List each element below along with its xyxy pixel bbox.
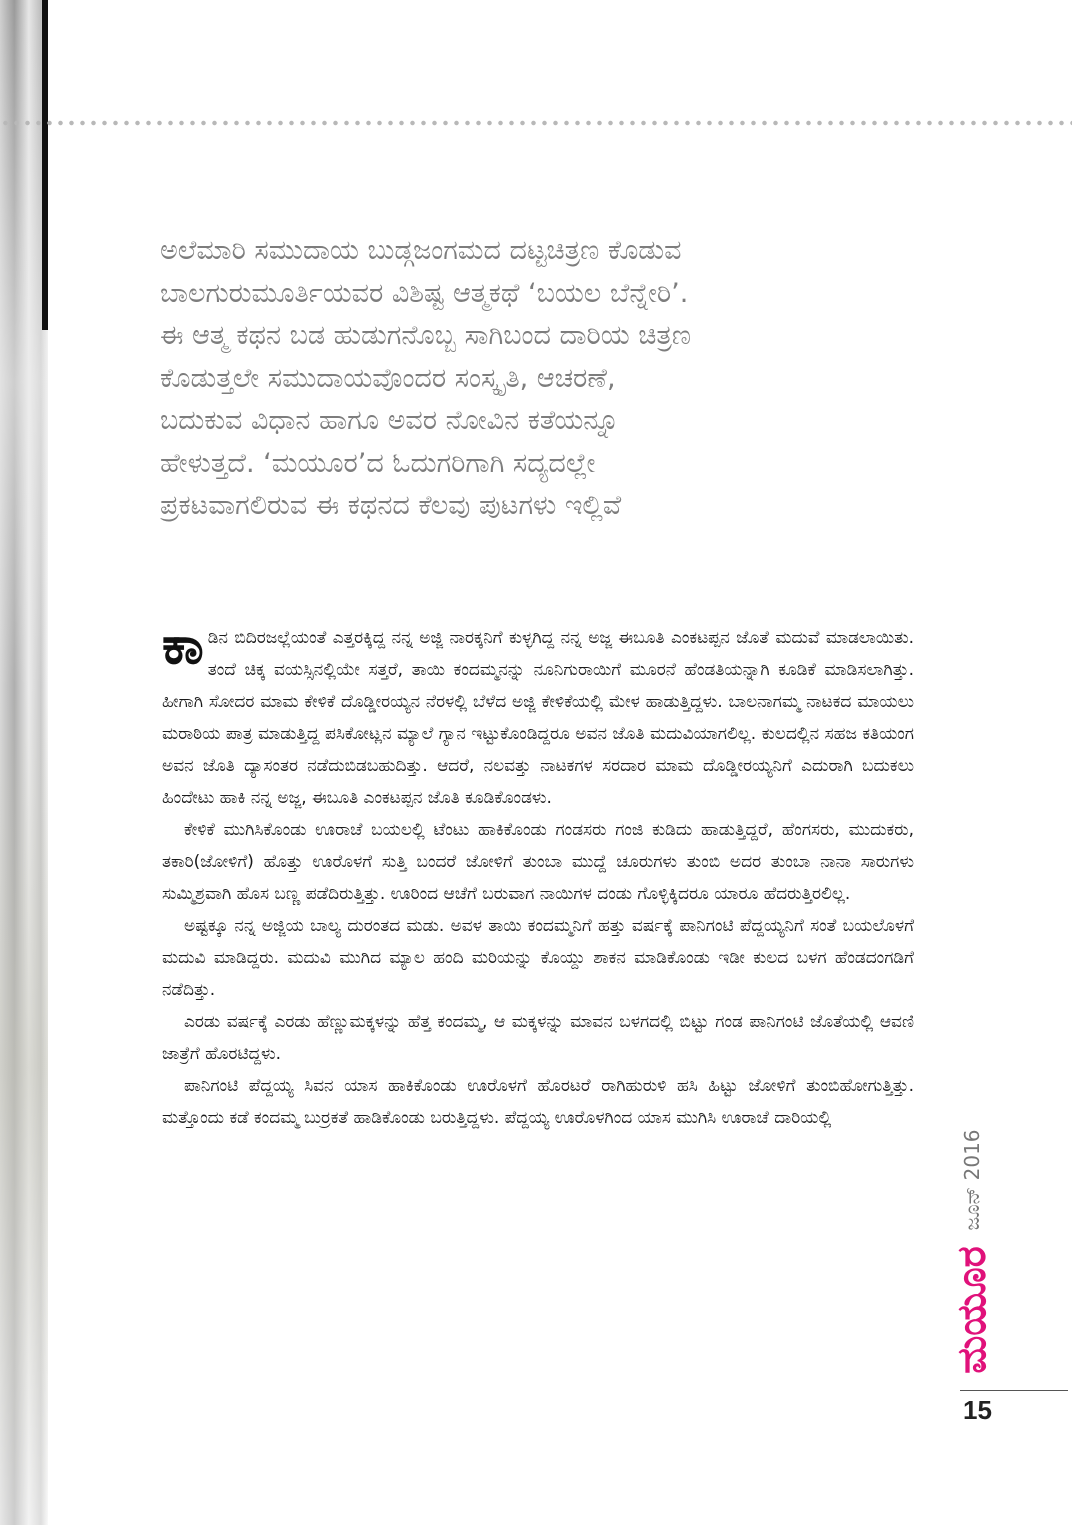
issue-date	[952, 1120, 992, 1240]
page-number: 15	[963, 1395, 992, 1425]
intro-line: ಬದುಕುವ ವಿಧಾನ ಹಾಗೂ ಅವರ ನೋವಿನ ಕತೆಯನ್ನೂ	[160, 405, 620, 436]
intro-line: ಈ ಆತ್ಮ ಕಥನ ಬಡ ಹುಡುಗನೊಬ್ಬ ಸಾಗಿಬಂದ ದಾರಿಯ ಚಿತ್ರಣ	[160, 320, 691, 351]
paragraph: ಎರಡು ವರ್ಷಕ್ಕೆ ಎರಡು ಹೆಣ್ಣುಮಕ್ಕಳನ್ನು ಹೆತ್ತ ಕಂದಮ್ಮ, ಆ ಮಕ್ಕಳನ್ನು ಮಾವನ ಬಳಗದಲ್ಲಿ ಬಿಟ್ಟು ಗಂಡ ಪಾನಿಗಂಟಿ ಜೊತೆಯಲ್ಲಿ ಆವಣಿ ಜಾತ್ರೆಗೆ ಹೊರಟಿದ್ದಳು.	[162, 1012, 914, 1064]
dotted-divider	[0, 118, 1072, 128]
paragraph: ಪಾನಿಗಂಟಿ ಪೆದ್ದಯ್ಯ ಸಿವನ ಯಾಸ ಹಾಕಿಕೊಂಡು ಊರೊಳಗೆ ಹೊರಟರೆ ರಾಗಿಹುರುಳಿ ಹಸಿ ಹಿಟ್ಟು ಜೋಳಿಗೆ ತುಂಬಿಹೋಗುತ್ತಿತ್ತು. ಮತ್ತೊಂದು ಕಡೆ ಕಂದಮ್ಮ ಬುರ್ರಕತೆ ಹಾಡಿಕೊಂಡು ಬರುತ್ತಿದ್ದಳು. ಪೆದ್ದಯ್ಯ ಊರೊಳಗಿಂದ ಯಾಸ ಮುಗಿಸಿ ಊರಾಚೆ ದಾರಿಯಲ್ಲಿ	[162, 1076, 914, 1128]
magazine-logo-text: ಮಯೂರ	[949, 1246, 995, 1374]
article-body	[162, 616, 914, 1134]
paragraph: ಅಷ್ಟಕ್ಕೂ ನನ್ನ ಅಜ್ಜಿಯ ಬಾಲ್ಯ ದುರಂತದ ಮಡು. ಅವಳ ತಾಯಿ ಕಂದಮ್ಮನಿಗೆ ಹತ್ತು ವರ್ಷಕ್ಕೆ ಪಾನಿಗಂಟಿ ಪೆದ್ದಯ್ಯನಿಗೆ ಸಂತೆ ಬಯಲೊಳಗೆ ಮದುವಿ ಮಾಡಿದ್ದರು. ಮದುವಿ ಮುಗಿದ ಮ್ಯಾಲ ಹಂದಿ ಮರಿಯನ್ನು ಕೊಯ್ದು ಶಾಕನ ಮಾಡಿಕೊಂಡು ಇಡೀ ಕುಲದ ಬಳಗ ಹೆಂಡದಂಗಡಿಗೆ ನಡೆದಿತ್ತು.	[162, 916, 914, 1000]
intro-line: ಬಾಲಗುರುಮೂರ್ತಿಯವರ ವಿಶಿಷ್ಟ ಆತ್ಮಕಥೆ ‘ಬಯಲ ಬೆನ್ನೇರಿ’.	[160, 277, 689, 309]
left-photo-edge	[0, 0, 48, 1525]
footer-rule	[960, 1390, 1068, 1391]
intro-line: ಅಲೆಮಾರಿ ಸಮುದಾಯ ಬುಡ್ಗಜಂಗಮದ ದಟ್ಟಚಿತ್ರಣ ಕೊಡುವ	[160, 235, 682, 266]
paragraph-text: ಡಿನ ಬಿದಿರಜಲ್ಲೆಯಂತೆ ಎತ್ತರಕ್ಕಿದ್ದ ನನ್ನ ಅಜ್ಜಿ ನಾರಕ್ಕನಿಗೆ ಕುಳ್ಳಗಿದ್ದ ನನ್ನ ಅಜ್ಜ ಈಬೂತಿ ಎಂಕಟಪ್ಪನ ಜೊತೆ ಮದುವೆ ಮಾಡಲಾಯಿತು. ತಂದೆ ಚಿಕ್ಕ ವಯಸ್ಸಿನಲ್ಲಿಯೇ ಸತ್ತರೆ, ತಾಯಿ ಕಂದಮ್ಮನನ್ನು ನೂನಿಗುರಾಯಿಗೆ ಮೂರನೆ ಹೆಂಡತಿಯನ್ನಾಗಿ ಕೂಡಿಕೆ ಮಾಡಿಸಲಾಗಿತ್ತು. ಹೀಗಾಗಿ ಸೋದರ ಮಾಮ ಕೇಳಿಕೆ ದೊಡ್ಡೀರಯ್ಯನ ನೆರಳಲ್ಲಿ ಬೆಳೆದ ಅಜ್ಜಿ ಕೇಳಿಕೆಯಲ್ಲಿ ಮೇಳ ಹಾಡುತ್ತಿದ್ದಳು. ಬಾಲನಾಗಮ್ಮ ನಾಟಕದ ಮಾಯಲು ಮರಾಠಿಯ ಪಾತ್ರ ಮಾಡುತ್ತಿದ್ದ ಪಸಿಕೋಟ್ಲನ ಮ್ಯಾಲೆ ಗ್ಯಾನ ಇಟ್ಟುಕೊಂಡಿದ್ದರೂ ಅವನ ಜೊತಿ ಮದುವಿಯಾಗಲಿಲ್ಲ. ಕುಲದಲ್ಲಿನ ಸಹಜ ಕತಿಯಂಗ ಅವನ ಜೊತಿ ದ್ಯಾಸಂತರ ನಡೆದುಬಿಡಬಹುದಿತ್ತು. ಆದರೆ, ನಲವತ್ತು ನಾಟಕಗಳ ಸರದಾರ ಮಾಮ ದೊಡ್ಡೀರಯ್ಯನಿಗೆ ಎದುರಾಗಿ ಬದುಕಲು ಹಿಂದೇಟು ಹಾಕಿ ನನ್ನ ಅಜ್ಜ, ಈಬೂತಿ ಎಂಕಟಪ್ಪನ ಜೊತಿ ಕೂಡಿಕೊಂಡಳು.	[162, 628, 914, 808]
magazine-logo	[940, 1245, 1004, 1375]
intro-blurb	[160, 230, 840, 528]
intro-line: ಕೊಡುತ್ತಲೇ ಸಮುದಾಯವೊಂದರ ಸಂಸ್ಕೃತಿ, ಆಚರಣೆ,	[160, 362, 616, 394]
issue-date-text: ಜೂನ್ 2016	[960, 1129, 984, 1231]
paragraph	[162, 616, 914, 814]
paragraph: ಕೇಳಿಕೆ ಮುಗಿಸಿಕೊಂಡು ಊರಾಚೆ ಬಯಲಲ್ಲಿ ಟೆಂಟು ಹಾಕಿಕೊಂಡು ಗಂಡಸರು ಗಂಜಿ ಕುಡಿದು ಹಾಡುತ್ತಿದ್ದರೆ, ಹೆಂಗಸರು, ಮುದುಕರು, ತಕಾರಿ(ಜೋಳಿಗೆ) ಹೊತ್ತು ಊರೊಳಗೆ ಸುತ್ತಿ ಬಂದರೆ ಜೋಳಿಗೆ ತುಂಬಾ ಮುದ್ದೆ ಚೂರುಗಳು ತುಂಬಿ ಅದರ ತುಂಬಾ ನಾನಾ ಸಾರುಗಳು ಸುಮ್ಮಿಶ್ರವಾಗಿ ಹೊಸ ಬಣ್ಣ ಪಡೆದಿರುತ್ತಿತ್ತು. ಊರಿಂದ ಆಚೆಗೆ ಬರುವಾಗ ನಾಯಿಗಳ ದಂಡು ಗೊಳ್ಳಿಕ್ಕಿದರೂ ಯಾರೂ ಹೆದರುತ್ತಿರಲಿಲ್ಲ.	[162, 820, 914, 904]
intro-line: ಹೇಳುತ್ತದೆ. ‘ಮಯೂರ’ದ ಓದುಗರಿಗಾಗಿ ಸದ್ಯದಲ್ಲೇ	[160, 447, 596, 479]
intro-line: ಪ್ರಕಟವಾಗಲಿರುವ ಈ ಕಥನದ ಕೆಲವು ಪುಟಗಳು ಇಲ್ಲಿವೆ	[160, 490, 622, 521]
drop-cap: ಕಾ	[162, 616, 204, 676]
